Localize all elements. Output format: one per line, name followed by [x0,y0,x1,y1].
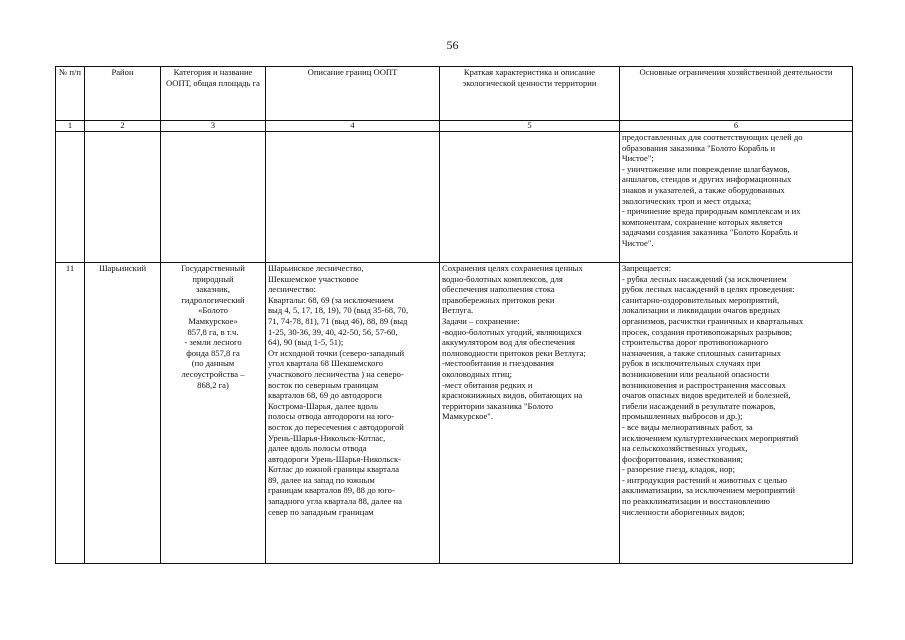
boundary-line: север по западным границам [268,506,374,517]
category-line: 857,8 га, в т.ч. [187,326,239,337]
row-number: 11 [56,263,85,564]
category-line: лесоустройства – [181,368,245,379]
category-line: природный [192,273,234,284]
boundary-line: выд 4, 5, 17, 18, 19), 70 (выд 35-68, 70, [268,305,409,316]
empty-cell [266,132,440,263]
restriction-line: рубок в исключительных случаях при [622,358,761,369]
boundary-line: лесничество: [268,284,316,295]
restriction-line: - разорение гнезд, кладок, нор; [622,464,735,475]
category-line: (по данным [191,358,235,369]
continuation-row [56,132,853,263]
boundary-line: 1-25, 30-36, 39, 40, 42-50, 56, 57-60, [268,326,398,337]
restriction-line: фосфоритования, известкования; [622,453,743,464]
restriction-line: по реакклиматизации и восстановлению [622,496,770,507]
restriction-line: аншлагов, стендов и других информационных [622,174,792,185]
category-line: фонда 857,8 га [186,347,240,358]
table-row [56,263,853,564]
boundary-line: 89, далее на запад по южным [268,474,375,485]
restriction-line: исключением культуртехнических мероприятий [622,432,799,443]
header-boundaries: Описание границ ООПТ [266,67,440,121]
boundary-line: восток по северным границам [268,379,379,390]
page-number: 56 [446,38,459,52]
boundary-line: полосы отвода автодороги на юго- [268,411,394,422]
column-number: 6 [620,121,853,132]
column-number-row [56,121,853,132]
restriction-line: Чистое"; [622,153,654,164]
characteristic-line: -местообитания и гнездования [442,358,554,369]
column-number: 3 [161,121,266,132]
column-number: 2 [85,121,161,132]
characteristic-line: Мамкурское". [442,411,493,422]
header-number: № п/п [56,67,85,121]
restriction-line: - интродукция растений и животных с целью [622,474,788,485]
restriction-line: возникновения и распространения массовых [622,379,786,390]
boundary-line: далее вдоль полосы отвода [268,443,367,454]
boundary-description [266,263,440,564]
restriction-line: экологических троп и мест отдыха; [622,195,752,206]
restriction-line: на сельскохозяйственных угодьях, [622,443,748,454]
characteristic-line: правобережных притоков реки [442,294,555,305]
restriction-line: задачами создания заказника "Болото Корабль и [622,227,798,238]
boundary-line: западного угла квартала 88, далее на [268,496,402,507]
column-number: 4 [266,121,440,132]
restriction-line: организмов, расчистки граничных и квартальных [622,315,804,326]
header-category: Категория и название ООПТ, общая площадь га [161,67,266,121]
restriction-line: образования заказника "Болото Корабль и [622,142,776,153]
characteristic-line: Задачи – сохранение: [442,315,520,326]
header-district: Район [85,67,161,121]
restriction-line: компонентам, сохранение которых является [622,216,783,227]
restriction-line: Чистое". [622,237,654,248]
boundary-line: 71, 74-78, 81), 71 (выд 46), 88, 89 (выд [268,315,408,326]
characteristic-line: обеспечения наполнения стока [442,284,555,295]
restriction-line: численности аборигенных видов; [622,506,745,517]
boundary-line: угол квартала 68 Шекшемского [268,358,384,369]
restriction-line: возникновении или реальной опасности [622,368,770,379]
header-row [56,67,853,121]
restriction-line: промышленных выбросов и др.); [622,411,743,422]
category-line: «Болото [198,305,228,316]
restriction-line: просек, создания противопожарных разрывов; [622,326,793,337]
restriction-line: очагов опасных видов вредителей и болезней, [622,390,791,401]
characteristic-line: околоводных птиц; [442,368,512,379]
restriction-line: - все виды мелиоративных работ, за [622,421,753,432]
boundary-line: Шекшемское участковое [268,273,359,284]
empty-cell [85,132,161,263]
continuation-restrictions [620,132,853,263]
district-name: Шарьинский [85,263,161,564]
category-line: - земли лесного [184,337,242,348]
restriction-line: назначения, а также сплошных санитарных [622,347,782,358]
restriction-line: акклиматизации, за исключением мероприятий [622,485,795,496]
characteristic-line: -мест обитания редких и [442,379,533,390]
oopt-table [55,66,853,564]
category-line: Мамкурское» [188,315,238,326]
restriction-line: - причинение вреда природным комплексам и их [622,206,801,217]
boundary-line: границам кварталов 89, 88 до юго- [268,485,395,496]
restriction-line: санитарно-оздоровительных мероприятий, [622,294,780,305]
category-line: Государственный [181,263,245,273]
boundary-line: кварталов 68, 69 до автодороги [268,390,382,401]
restriction-line: локализации и ликвидации очагов вредных [622,305,781,316]
activity-restrictions [620,263,853,564]
characteristic-line: территории заказника "Болото [442,400,554,411]
boundary-line: участкового лесничества ) на северо- [268,368,404,379]
characteristic-line: краснокнижных видов, обитающих на [442,390,583,401]
restriction-line: строительства дорог противопожарного [622,337,769,348]
restriction-line: предоставленных для соответствующих целей до [622,132,803,142]
ecological-characteristics [440,263,620,564]
boundary-line: От исходной точки (северо-западный [268,347,405,358]
category-line: гидрологический [181,294,245,305]
empty-cell [56,132,85,263]
boundary-line: восток до пересечения с автодорогой [268,421,404,432]
empty-cell [440,132,620,263]
restriction-line: Запрещается: [622,263,671,273]
restriction-line: - уничтожение или повреждение шлагбаумов, [622,163,790,174]
category-line: заказник, [196,284,230,295]
boundary-line: Кострома-Шарья, далее вдоль [268,400,378,411]
category-line: 868,2 га) [197,379,229,390]
restriction-line: - рубка лесных насаждений (за исключением [622,273,787,284]
header-characteristics: Краткая характеристика и описание экологической ценности территории [440,67,620,121]
restriction-line: гибели насаждений в результате пожаров, [622,400,776,411]
boundary-line: Кварталы: 68, 69 (за исключением [268,294,394,305]
boundary-line: Шарьинское лесничество, [268,263,364,273]
empty-cell [161,132,266,263]
boundary-line: 64), 90 (выд 1-5, 51); [268,337,344,348]
boundary-line: Котлас до южной границы квартала [268,464,400,475]
column-number: 5 [440,121,620,132]
characteristic-line: -водно-болотных угодий, являющихся [442,326,582,337]
characteristic-line: водно-болотных комплексов, для [442,273,563,284]
boundary-line: автодороги Урень-Шарья-Никольск- [268,453,402,464]
header-restrictions: Основные ограничения хозяйственной деятельности [620,67,853,121]
characteristic-line: аккумулятором вод для обеспечения [442,337,575,348]
characteristic-line: Ветлуга. [442,305,474,316]
oopt-category [161,263,266,564]
characteristic-line: полноводности притоков реки Ветлуга; [442,347,586,358]
column-number: 1 [56,121,85,132]
characteristic-line: Сохранения целях сохранения ценных [442,263,583,273]
restriction-line: рубок лесных насаждений в целях проведения: [622,284,795,295]
restriction-line: знаков и указателей, а также оборудованных [622,184,785,195]
boundary-line: Урень-Шарья-Никольск-Котлас, [268,432,386,443]
